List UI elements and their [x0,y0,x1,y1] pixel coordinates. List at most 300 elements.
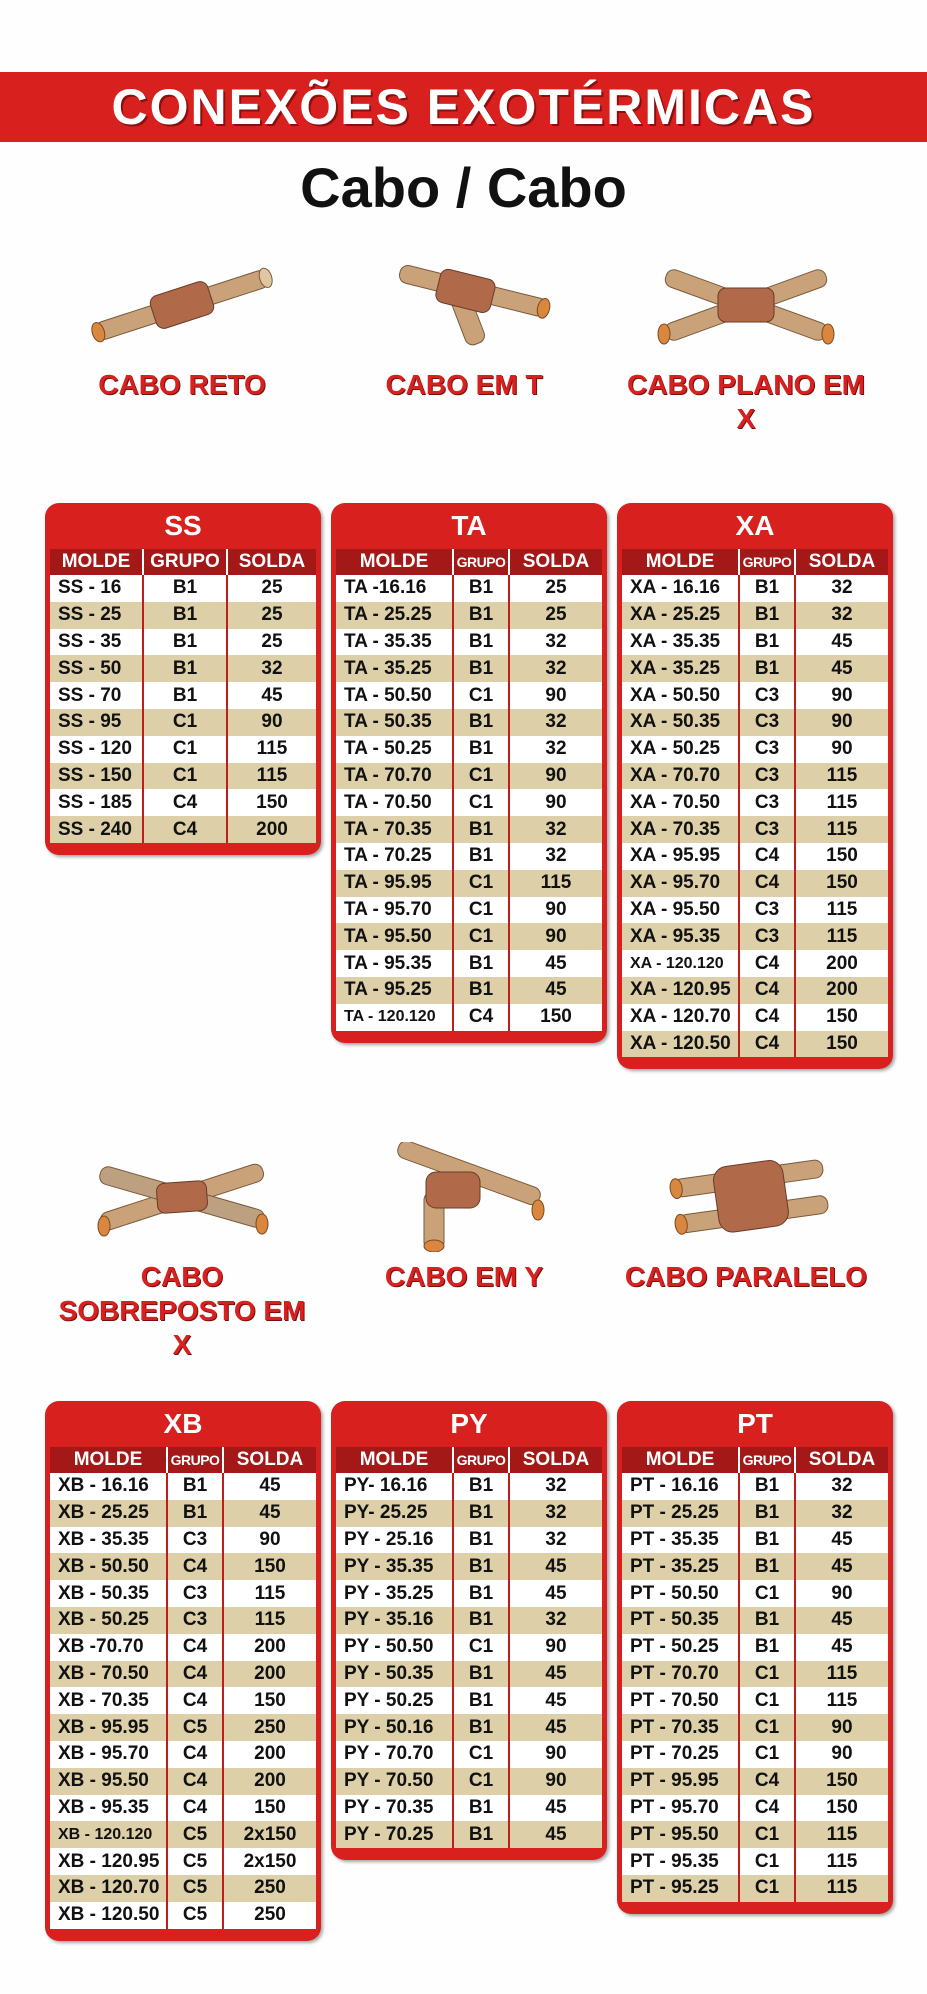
cell-grupo: B1 [739,1500,795,1527]
cell-grupo: C1 [453,870,509,897]
cell-molde: XA - 70.70 [622,763,739,790]
table-row [336,1821,602,1848]
cell-molde: PY - 50.25 [336,1687,453,1714]
cell-grupo: C4 [167,1795,223,1822]
cell-molde: PT - 50.50 [622,1580,739,1607]
cell-grupo: C4 [453,1004,509,1031]
table-row [622,1580,888,1607]
cell-molde: PT - 35.25 [622,1553,739,1580]
cell-grupo: C4 [739,1004,795,1031]
cell-solda: 115 [795,1848,888,1875]
cell-solda: 25 [227,629,316,656]
cell-molde: PT - 35.35 [622,1527,739,1554]
table-row [336,1527,602,1554]
cell-grupo: C3 [739,709,795,736]
cell-grupo: B1 [453,1500,509,1527]
cell-grupo: C1 [453,1634,509,1661]
cell-molde: TA -16.16 [336,575,453,602]
cell-grupo: B1 [453,843,509,870]
cell-molde: TA - 70.50 [336,789,453,816]
cell-molde: XB - 120.120 [50,1821,167,1848]
table-row [622,1634,888,1661]
cell-solda: 150 [795,843,888,870]
cell-molde: PY - 50.16 [336,1714,453,1741]
column-header-solda: SOLDA [227,549,316,575]
table-card-xb [45,1401,321,1941]
cell-molde: PT - 50.35 [622,1607,739,1634]
table-title: SS [164,510,202,541]
cell-molde: PT - 70.25 [622,1741,739,1768]
table-row [336,1687,602,1714]
table-row [50,655,316,682]
cell-molde: XB - 120.70 [50,1875,167,1902]
cell-solda: 115 [795,1875,888,1902]
table-row [622,1714,888,1741]
table-row [622,1848,888,1875]
cell-solda: 45 [795,629,888,656]
mold-table [622,549,888,1057]
cell-molde: PT - 70.70 [622,1661,739,1688]
cell-molde: XB - 50.35 [50,1580,167,1607]
table-row [50,736,316,763]
cell-molde: PY - 70.50 [336,1768,453,1795]
table-row [336,923,602,950]
cell-solda: 90 [509,789,602,816]
cell-grupo: C1 [143,763,227,790]
cell-molde: XB - 35.35 [50,1527,167,1554]
page-subtitle: Cabo / Cabo [300,156,627,219]
cell-solda: 200 [223,1661,316,1688]
table-row [336,950,602,977]
column-header-solda: SOLDA [509,1447,602,1473]
cell-molde: XA - 120.120 [622,950,739,977]
cell-molde: SS - 70 [50,682,143,709]
cell-solda: 150 [223,1687,316,1714]
table-row [50,1848,316,1875]
cell-molde: SS - 95 [50,709,143,736]
cell-solda: 25 [509,575,602,602]
cell-grupo: B1 [739,1553,795,1580]
table-card-xa [617,503,893,1069]
cell-grupo: C1 [453,789,509,816]
cell-grupo: C4 [739,1768,795,1795]
cell-solda: 150 [509,1004,602,1031]
cell-grupo: C3 [167,1527,223,1554]
product-label: CABO SOBREPOSTO EM X [58,1261,306,1360]
table-row [622,923,888,950]
cell-grupo: B1 [453,1473,509,1500]
cell-molde: XB - 16.16 [50,1473,167,1500]
cell-solda: 32 [509,1500,602,1527]
cell-solda: 250 [223,1875,316,1902]
cell-molde: XB - 95.95 [50,1714,167,1741]
cell-molde: SS - 35 [50,629,143,656]
table-row [622,1527,888,1554]
cell-molde: TA - 70.25 [336,843,453,870]
cell-solda: 45 [227,682,316,709]
cell-grupo: B1 [143,682,227,709]
column-header-grupo: GRUPO [453,1447,509,1473]
table-row [336,1607,602,1634]
cell-molde: PY - 35.35 [336,1553,453,1580]
table-row [50,816,316,843]
table-row [622,709,888,736]
cell-grupo: C1 [453,923,509,950]
column-header-solda: SOLDA [223,1447,316,1473]
cell-molde: TA - 95.70 [336,897,453,924]
cell-grupo: C1 [739,1741,795,1768]
cell-solda: 90 [795,1714,888,1741]
cell-solda: 45 [795,1527,888,1554]
table-row [50,629,316,656]
cell-solda: 90 [795,682,888,709]
cell-molde: XB - 95.35 [50,1795,167,1822]
cell-solda: 115 [795,1661,888,1688]
cell-solda: 200 [223,1634,316,1661]
cell-molde: XA - 120.95 [622,977,739,1004]
cell-grupo: C4 [739,843,795,870]
column-header-grupo: GRUPO [739,549,795,575]
product-label: CABO PARALELO [624,1261,868,1292]
cell-molde: PY - 50.35 [336,1661,453,1688]
table-row [50,1821,316,1848]
cell-solda: 250 [223,1714,316,1741]
product-cabo-reto [52,250,312,402]
cell-grupo: B1 [167,1500,223,1527]
table-row [622,950,888,977]
cell-solda: 32 [795,602,888,629]
cell-grupo: B1 [453,1687,509,1714]
cell-molde: PT - 95.50 [622,1821,739,1848]
cell-grupo: C4 [167,1741,223,1768]
cell-solda: 32 [509,1527,602,1554]
straight-cable-connection-icon [82,250,282,360]
cell-molde: TA - 50.35 [336,709,453,736]
table-row [622,816,888,843]
cell-solda: 32 [509,816,602,843]
table-row [336,789,602,816]
cell-solda: 2x150 [223,1848,316,1875]
cell-molde: PT - 95.95 [622,1768,739,1795]
cell-solda: 90 [509,923,602,950]
cell-molde: TA - 95.95 [336,870,453,897]
table-title: PY [450,1408,488,1439]
cell-grupo: B1 [453,602,509,629]
y-cable-connection-icon [364,1142,564,1252]
cell-solda: 45 [795,1607,888,1634]
cell-molde: TA - 70.70 [336,763,453,790]
cell-solda: 90 [509,763,602,790]
cell-grupo: C5 [167,1714,223,1741]
table-row [336,1661,602,1688]
table-row [336,709,602,736]
table-row [336,1741,602,1768]
cell-solda: 115 [795,816,888,843]
cell-molde: PT - 25.25 [622,1500,739,1527]
cell-molde: XA - 95.50 [622,897,739,924]
cell-solda: 32 [509,629,602,656]
table-row [622,602,888,629]
table-row [622,1031,888,1058]
cell-grupo: C3 [739,923,795,950]
table-row [336,977,602,1004]
x-overlap-cable-connection-icon [82,1142,282,1252]
cell-solda: 200 [223,1741,316,1768]
table-title: PT [737,1408,773,1439]
cell-molde: XA - 35.25 [622,655,739,682]
cell-solda: 45 [795,1634,888,1661]
table-row [336,843,602,870]
cell-molde: PY - 70.70 [336,1741,453,1768]
table-row [336,602,602,629]
table-row [336,1473,602,1500]
cell-grupo: C1 [739,1714,795,1741]
cell-molde: SS - 150 [50,763,143,790]
cell-solda: 115 [795,763,888,790]
cell-grupo: B1 [453,1714,509,1741]
cell-molde: XB - 95.70 [50,1741,167,1768]
cell-molde: PT - 50.25 [622,1634,739,1661]
cell-solda: 32 [509,1607,602,1634]
table-row [622,1875,888,1902]
cell-grupo: C1 [143,736,227,763]
table-row [336,575,602,602]
cell-grupo: B1 [453,950,509,977]
cell-grupo: B1 [739,1607,795,1634]
cell-grupo: B1 [143,629,227,656]
cell-molde: XB - 50.25 [50,1607,167,1634]
cell-solda: 25 [227,602,316,629]
cell-solda: 90 [223,1527,316,1554]
cell-grupo: B1 [453,1661,509,1688]
cell-grupo: C3 [739,789,795,816]
cell-solda: 45 [509,1553,602,1580]
cell-grupo: C4 [143,816,227,843]
cell-solda: 90 [795,709,888,736]
table-card-ta [331,503,607,1043]
table-row [622,1473,888,1500]
table-row [50,1795,316,1822]
cell-molde: XB - 95.50 [50,1768,167,1795]
cell-grupo: C5 [167,1848,223,1875]
column-header-molde: MOLDE [336,1447,453,1473]
cell-grupo: C4 [167,1661,223,1688]
parallel-cable-connection-icon [646,1142,846,1252]
cell-solda: 150 [795,1768,888,1795]
product-cabo-sobreposto-em-x [52,1142,312,1362]
table-row [50,1473,316,1500]
table-row [50,575,316,602]
column-header-solda: SOLDA [509,549,602,575]
cell-molde: TA - 120.120 [336,1004,453,1031]
cell-grupo: C1 [453,682,509,709]
table-row [622,1607,888,1634]
table-row [622,1821,888,1848]
product-cabo-em-t [334,250,594,402]
cell-molde: TA - 95.25 [336,977,453,1004]
cell-solda: 200 [223,1768,316,1795]
cell-solda: 25 [227,575,316,602]
t-cable-connection-icon [364,250,564,360]
cell-molde: XA - 70.35 [622,816,739,843]
mold-table [622,1447,888,1902]
cell-grupo: C5 [167,1902,223,1929]
table-row [50,1902,316,1929]
cell-grupo: C1 [739,1875,795,1902]
cell-solda: 90 [509,1634,602,1661]
cell-solda: 150 [223,1553,316,1580]
cell-solda: 32 [227,655,316,682]
cell-grupo: C4 [739,977,795,1004]
table-row [50,1768,316,1795]
table-row [50,682,316,709]
table-row [336,1768,602,1795]
table-row [622,870,888,897]
cell-molde: SS - 120 [50,736,143,763]
cell-solda: 45 [509,1580,602,1607]
cell-molde: PY - 35.16 [336,1607,453,1634]
cell-grupo: C1 [739,1661,795,1688]
column-header-molde: MOLDE [50,549,143,575]
table-row [622,736,888,763]
product-cabo-plano-em-x [616,250,876,436]
cell-grupo: C1 [453,897,509,924]
cell-grupo: C4 [739,950,795,977]
cell-grupo: B1 [739,1473,795,1500]
cell-solda: 150 [223,1795,316,1822]
table-row [622,575,888,602]
product-label: CABO EM Y [384,1261,544,1292]
cell-molde: XB - 50.50 [50,1553,167,1580]
cell-solda: 45 [509,950,602,977]
cell-grupo: B1 [453,977,509,1004]
table-row [50,1687,316,1714]
cell-grupo: B1 [453,1527,509,1554]
table-row [50,1714,316,1741]
table-row [336,897,602,924]
cell-grupo: C1 [739,1821,795,1848]
cell-solda: 200 [795,977,888,1004]
cell-solda: 115 [227,736,316,763]
product-cabo-paralelo [616,1142,876,1294]
cell-grupo: B1 [739,602,795,629]
cell-solda: 90 [509,1768,602,1795]
column-header-solda: SOLDA [795,549,888,575]
cell-molde: XB - 70.50 [50,1661,167,1688]
cell-solda: 90 [795,736,888,763]
cell-molde: XB - 120.95 [50,1848,167,1875]
table-row [622,655,888,682]
table-row [50,1607,316,1634]
cell-molde: XA - 120.70 [622,1004,739,1031]
cell-grupo: C4 [143,789,227,816]
cell-molde: XA - 35.35 [622,629,739,656]
table-row [622,977,888,1004]
table-row [336,1553,602,1580]
cell-grupo: B1 [143,602,227,629]
table-row [50,1661,316,1688]
cell-molde: XA - 50.35 [622,709,739,736]
table-row [50,1500,316,1527]
table-row [50,1875,316,1902]
product-label: CABO RETO [98,369,266,400]
mold-table [50,1447,316,1929]
cell-molde: PY- 16.16 [336,1473,453,1500]
cell-grupo: C1 [453,1768,509,1795]
cell-molde: PY - 50.50 [336,1634,453,1661]
column-header-molde: MOLDE [336,549,453,575]
cell-solda: 115 [223,1607,316,1634]
table-row [336,763,602,790]
table-row [336,870,602,897]
table-row [336,816,602,843]
cell-grupo: C4 [167,1687,223,1714]
cell-grupo: C1 [739,1848,795,1875]
cell-grupo: C3 [167,1607,223,1634]
cell-molde: XA - 16.16 [622,575,739,602]
cell-solda: 115 [795,789,888,816]
cell-solda: 32 [795,1473,888,1500]
cell-grupo: B1 [143,575,227,602]
cell-grupo: B1 [739,575,795,602]
cell-grupo: B1 [453,655,509,682]
cell-grupo: B1 [453,1553,509,1580]
table-row [336,1795,602,1822]
table-card-pt [617,1401,893,1914]
cell-grupo: B1 [453,736,509,763]
cell-molde: PT - 16.16 [622,1473,739,1500]
cell-grupo: C4 [167,1634,223,1661]
cell-grupo: C4 [167,1553,223,1580]
table-row [50,789,316,816]
cell-grupo: B1 [143,655,227,682]
table-row [50,763,316,790]
table-row [622,1553,888,1580]
cell-molde: PT - 70.50 [622,1687,739,1714]
cell-solda: 45 [509,1795,602,1822]
table-row [50,1580,316,1607]
product-cabo-em-y [334,1142,594,1294]
cell-solda: 150 [795,1004,888,1031]
cell-molde: XA - 95.35 [622,923,739,950]
column-header-grupo: GRUPO [143,549,227,575]
cell-grupo: C4 [739,1795,795,1822]
cell-solda: 90 [795,1580,888,1607]
cell-grupo: C3 [739,816,795,843]
column-header-grupo: GRUPO [453,549,509,575]
table-row [336,682,602,709]
cell-grupo: C4 [739,870,795,897]
table-row [50,709,316,736]
cell-solda: 32 [509,1473,602,1500]
cell-molde: SS - 185 [50,789,143,816]
cell-grupo: B1 [453,629,509,656]
cell-molde: SS - 16 [50,575,143,602]
column-header-molde: MOLDE [50,1447,167,1473]
column-header-molde: MOLDE [622,549,739,575]
cell-grupo: C3 [167,1580,223,1607]
table-row [622,1795,888,1822]
cell-solda: 90 [509,1741,602,1768]
cell-molde: PT - 95.70 [622,1795,739,1822]
table-row [622,629,888,656]
cell-molde: XA - 50.25 [622,736,739,763]
cell-solda: 115 [509,870,602,897]
cell-molde: TA - 70.35 [336,816,453,843]
table-title: XB [163,1408,203,1439]
column-header-grupo: GRUPO [739,1447,795,1473]
cell-solda: 115 [795,923,888,950]
